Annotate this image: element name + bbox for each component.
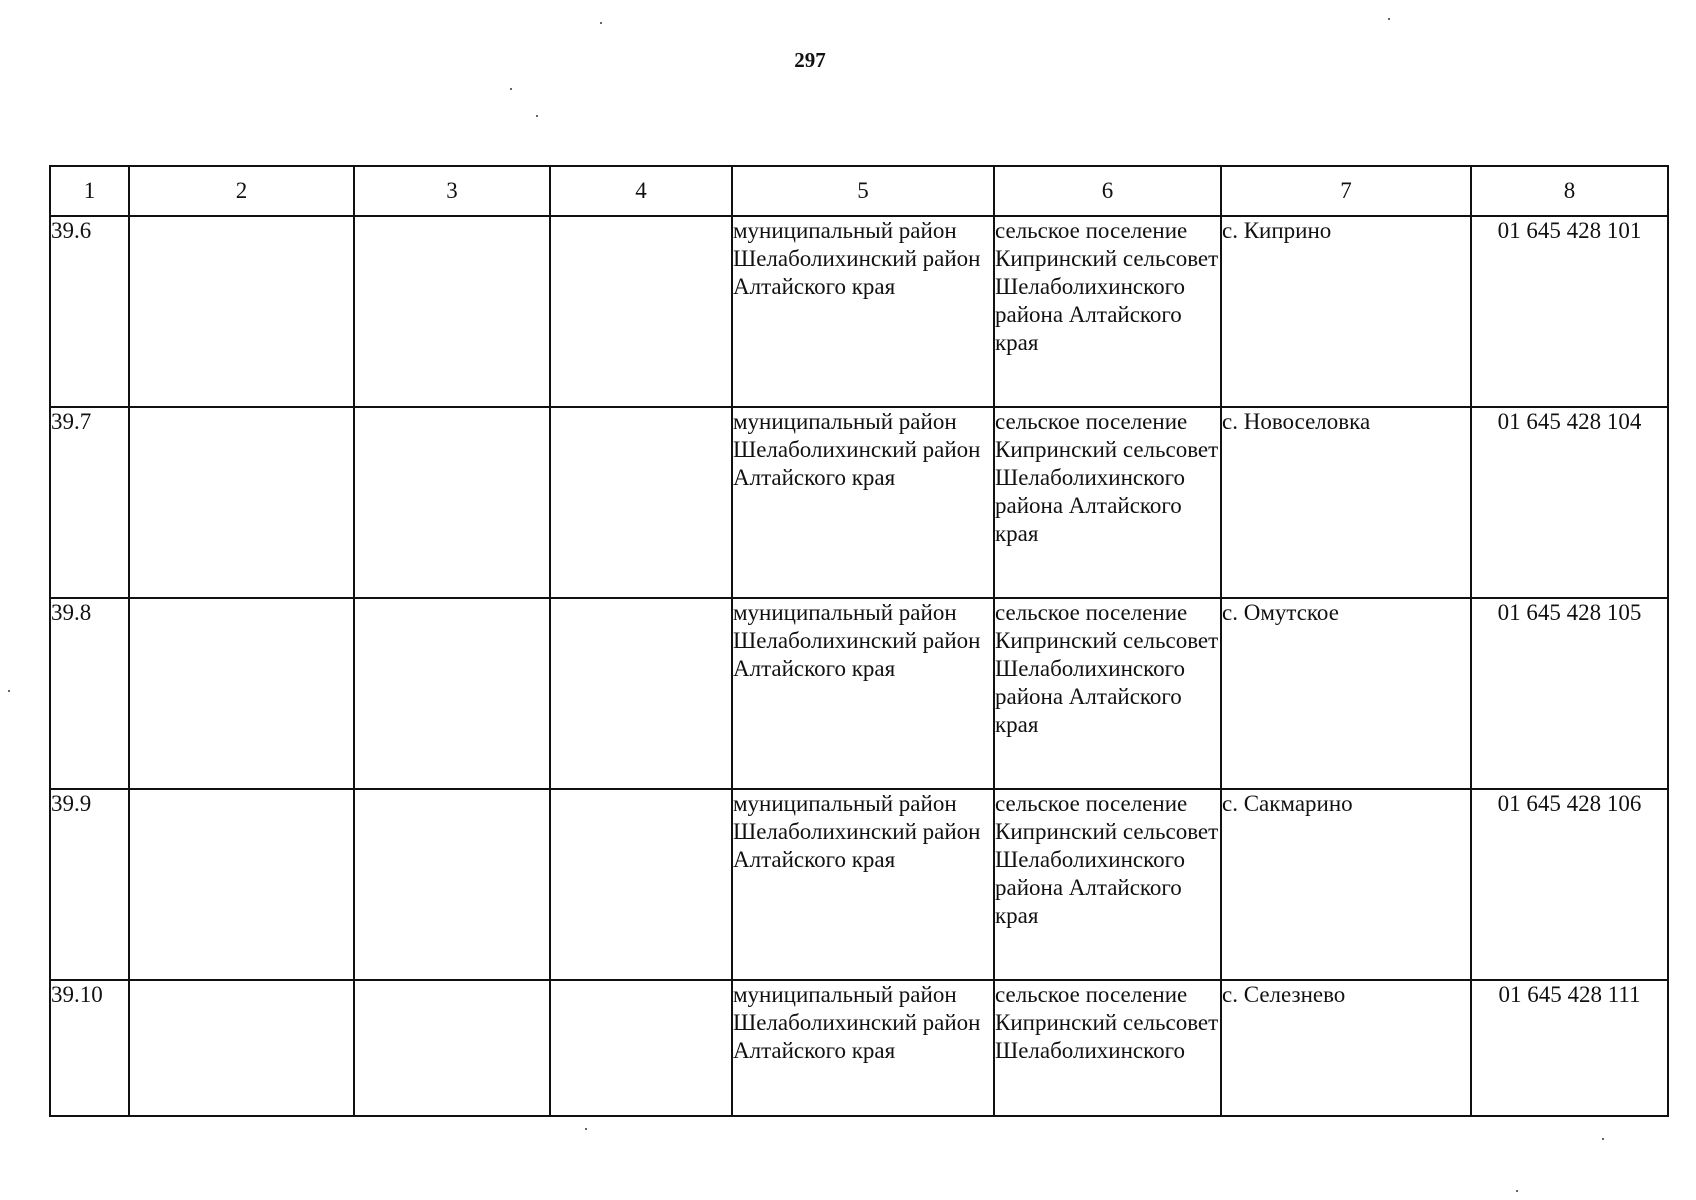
district-cell: муниципальный район Шелаболихинский район Алтайского края [732, 598, 994, 789]
empty-cell [550, 980, 732, 1116]
empty-cell [550, 789, 732, 980]
district-cell: муниципальный район Шелаболихинский район Алтайского края [732, 407, 994, 598]
scan-speck [510, 88, 512, 90]
row-number: 39.6 [50, 216, 129, 407]
empty-cell [550, 407, 732, 598]
scan-speck [600, 22, 602, 24]
empty-cell [354, 789, 550, 980]
row-number: 39.10 [50, 980, 129, 1116]
table-row [50, 216, 1668, 407]
row-number: 39.8 [50, 598, 129, 789]
scan-speck [8, 690, 10, 692]
scan-speck [1388, 18, 1390, 20]
empty-cell [129, 598, 354, 789]
settlement-cell: сельское поселение Кипринский сельсовет Шелаболихинского [994, 980, 1221, 1116]
page-number: 297 [794, 48, 826, 72]
locality-cell: с. Киприно [1221, 216, 1471, 407]
column-header: 7 [1221, 166, 1471, 216]
column-header: 1 [50, 166, 129, 216]
empty-cell [354, 216, 550, 407]
district-cell: муниципальный район Шелаболихинский район Алтайского края [732, 789, 994, 980]
empty-cell [354, 407, 550, 598]
column-header: 4 [550, 166, 732, 216]
empty-cell [354, 980, 550, 1116]
settlement-cell: сельское поселение Кипринский сельсовет Шелаболихинского района Алтайского края [994, 789, 1221, 980]
code-cell: 01 645 428 104 [1471, 407, 1668, 598]
settlement-cell: сельское поселение Кипринский сельсовет Шелаболихинского района Алтайского края [994, 598, 1221, 789]
empty-cell [129, 789, 354, 980]
district-cell: муниципальный район Шелаболихинский район Алтайского края [732, 980, 994, 1116]
empty-cell [129, 980, 354, 1116]
empty-cell [550, 216, 732, 407]
column-header: 8 [1471, 166, 1668, 216]
column-header: 6 [994, 166, 1221, 216]
settlement-cell: сельское поселение Кипринский сельсовет Шелаболихинского района Алтайского края [994, 216, 1221, 407]
scan-speck [536, 115, 538, 117]
locality-cell: с. Новоселовка [1221, 407, 1471, 598]
table-row [50, 407, 1668, 598]
district-cell: муниципальный район Шелаболихинский район Алтайского края [732, 216, 994, 407]
code-cell: 01 645 428 101 [1471, 216, 1668, 407]
scan-speck [1602, 1138, 1604, 1140]
settlement-cell: сельское поселение Кипринский сельсовет Шелаболихинского района Алтайского края [994, 407, 1221, 598]
code-cell: 01 645 428 106 [1471, 789, 1668, 980]
empty-cell [354, 598, 550, 789]
row-number: 39.7 [50, 407, 129, 598]
locality-cell: с. Селезнево [1221, 980, 1471, 1116]
empty-cell [129, 216, 354, 407]
column-header: 5 [732, 166, 994, 216]
scan-speck [585, 1128, 587, 1130]
empty-cell [129, 407, 354, 598]
scan-speck [1516, 1190, 1518, 1192]
column-header: 2 [129, 166, 354, 216]
table-row [50, 980, 1668, 1116]
locality-cell: с. Омутское [1221, 598, 1471, 789]
code-cell: 01 645 428 105 [1471, 598, 1668, 789]
locality-cell: с. Сакмарино [1221, 789, 1471, 980]
table-row [50, 789, 1668, 980]
table-row [50, 598, 1668, 789]
code-cell: 01 645 428 111 [1471, 980, 1668, 1116]
row-number: 39.9 [50, 789, 129, 980]
column-header: 3 [354, 166, 550, 216]
registry-table [49, 165, 1669, 1117]
table-header-row [50, 166, 1668, 216]
empty-cell [550, 598, 732, 789]
